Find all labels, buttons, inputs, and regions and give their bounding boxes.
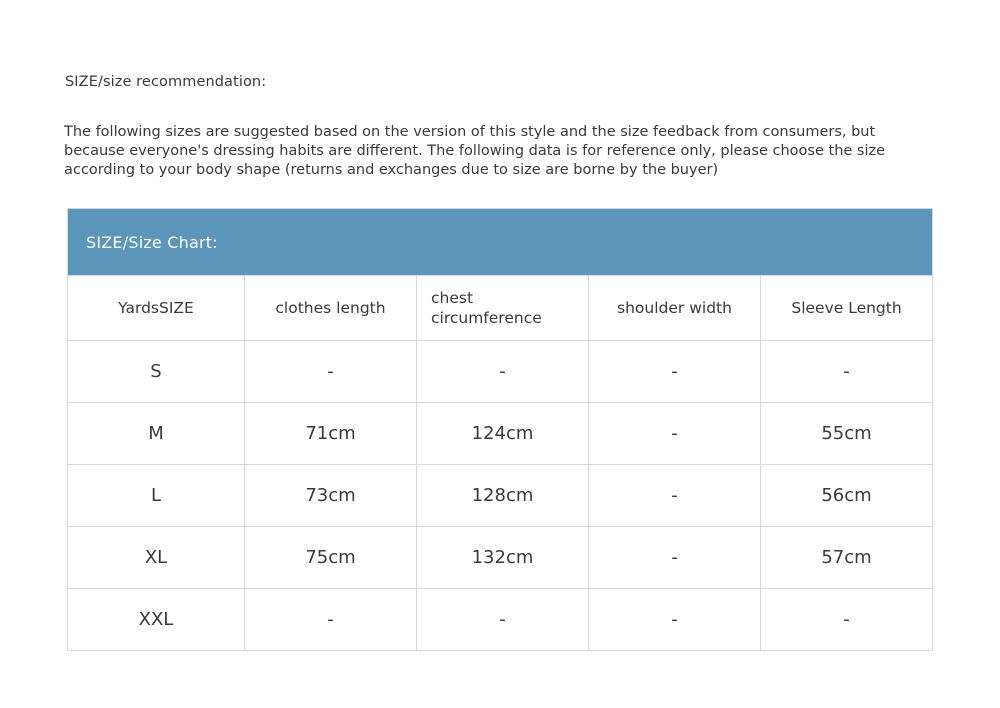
cell-size: S: [68, 341, 245, 403]
cell-clothes-length: 75cm: [245, 527, 417, 589]
table-row: [68, 403, 933, 465]
table-banner-row: [68, 209, 933, 276]
cell-chest-circumference: 132cm: [417, 527, 589, 589]
size-chart-table: [67, 208, 933, 651]
cell-shoulder-width: -: [589, 465, 761, 527]
table-row: [68, 341, 933, 403]
cell-clothes-length: -: [245, 589, 417, 651]
cell-size: XL: [68, 527, 245, 589]
table-header-row: [68, 276, 933, 341]
page-title: SIZE/size recommendation:: [65, 74, 267, 90]
table-banner-label: SIZE/Size Chart:: [86, 232, 218, 252]
cell-size: L: [68, 465, 245, 527]
intro-text: The following sizes are suggested based on the version of this style and the size feedback from consumers, but because everyone's dressing habits are different. The following data is for reference only, please choose the size according to your body shape (returns and exchanges due to size are borne by the buyer): [64, 124, 886, 178]
cell-sleeve-length: 56cm: [761, 465, 933, 527]
cell-shoulder-width: -: [589, 341, 761, 403]
cell-chest-circumference: -: [417, 589, 589, 651]
size-chart-table-wrapper: [67, 208, 932, 651]
cell-clothes-length: 73cm: [245, 465, 417, 527]
cell-chest-circumference: 124cm: [417, 403, 589, 465]
cell-sleeve-length: 55cm: [761, 403, 933, 465]
cell-clothes-length: 71cm: [245, 403, 417, 465]
cell-shoulder-width: -: [589, 589, 761, 651]
cell-chest-circumference: -: [417, 341, 589, 403]
cell-sleeve-length: 57cm: [761, 527, 933, 589]
intro-paragraph: [64, 123, 936, 180]
table-row: [68, 589, 933, 651]
cell-size: XXL: [68, 589, 245, 651]
table-row: [68, 527, 933, 589]
cell-sleeve-length: -: [761, 589, 933, 651]
cell-clothes-length: -: [245, 341, 417, 403]
cell-shoulder-width: -: [589, 527, 761, 589]
table-row: [68, 465, 933, 527]
table-banner-cell: [68, 209, 933, 276]
column-header-size: YardsSIZE: [68, 276, 245, 341]
cell-size: M: [68, 403, 245, 465]
cell-sleeve-length: -: [761, 341, 933, 403]
column-header-shoulder-width: shoulder width: [589, 276, 761, 341]
column-header-chest-circumference: chest circumference: [417, 276, 589, 341]
cell-shoulder-width: -: [589, 403, 761, 465]
column-header-clothes-length: clothes length: [245, 276, 417, 341]
cell-chest-circumference: 128cm: [417, 465, 589, 527]
column-header-sleeve-length: Sleeve Length: [761, 276, 933, 341]
